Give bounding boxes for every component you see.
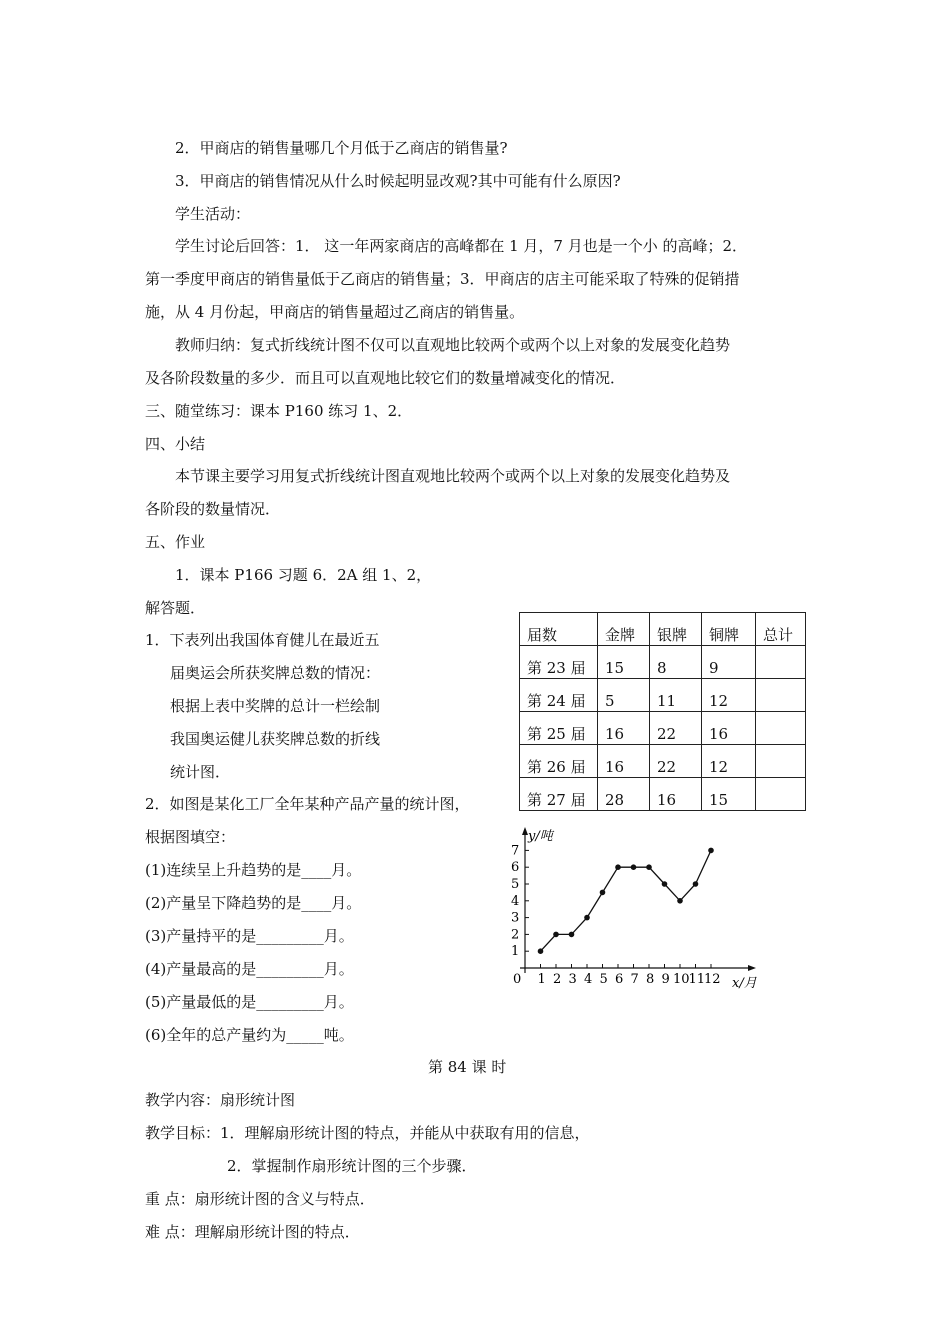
problem-1-line-c: 根据上表中奖牌的总计一栏绘制 [170,697,381,715]
section-homework: 五、作业 [145,533,206,551]
teaching-content: 教学内容：扇形统计图 [145,1091,296,1109]
solve-heading: 解答题． [145,599,206,617]
data-point [569,932,575,938]
fill-blank-6: (6)全年的总产量约为_____吨。 [145,1026,354,1044]
key-point: 重 点：扇形统计图的含义与特点． [145,1190,375,1208]
header-cell: 总计 [756,613,806,646]
table-cell: 16 [650,778,702,811]
y-tick-label: 2 [511,927,520,943]
table-row [520,778,806,811]
fill-blank-3: (3)产量持平的是_________月。 [145,927,354,945]
table-cell: 15 [598,646,650,679]
answer-line-2: 第一季度甲商店的销售量低于乙商店的销售量；3．甲商店的店主可能采取了特殊的促销措 [145,270,740,288]
problem-1-line-b: 届奥运会所获奖牌总数的情况： [170,664,381,682]
teacher-summary-1: 教师归纳：复式折线统计图不仅可以直观地比较两个或两个以上对象的发展变化趋势 [175,336,731,354]
table-cell [756,745,806,778]
answer-line-3: 施，从 4 月份起，甲商店的销售量超过乙商店的销售量。 [145,303,525,321]
table-row [520,712,806,745]
x-tick-label: 8 [646,972,655,987]
production-line-chart [490,825,770,1000]
x-tick-label: 11 [688,972,706,987]
table-row [520,679,806,712]
data-point [646,864,652,870]
fill-blank-1: (1)连续呈上升趋势的是____月。 [145,861,362,879]
conclusion-line-1: 本节课主要学习用复式折线统计图直观地比较两个或两个以上对象的发展变化趋势及 [175,467,731,485]
x-tick-label: 1 [537,972,546,987]
x-tick-label: 7 [630,972,639,987]
y-tick-label: 1 [511,944,520,960]
table-cell: 28 [598,778,650,811]
y-tick-label: 4 [511,893,520,909]
header-cell: 铜牌 [702,613,756,646]
medal-table [519,612,806,811]
table-row [520,745,806,778]
student-activity: 学生活动： [175,205,251,223]
table-cell: 第 26 届 [520,745,598,778]
origin-label: 0 [513,972,522,987]
data-point [538,948,544,954]
problem-1-line-a: 1．下表列出我国体育健儿在最近五 [145,631,380,649]
table-cell: 16 [598,745,650,778]
table-cell: 8 [650,646,702,679]
data-point [553,932,559,938]
data-point [662,881,668,887]
fill-blank-5: (5)产量最低的是_________月。 [145,993,354,1011]
y-tick-label: 3 [511,910,520,926]
x-tick-label: 3 [568,972,577,987]
conclusion-line-2: 各阶段的数量情况． [145,500,281,518]
table-cell: 22 [650,712,702,745]
table-cell: 12 [702,745,756,778]
x-tick-label: 2 [553,972,562,987]
table-cell: 5 [598,679,650,712]
header-cell: 银牌 [650,613,702,646]
y-tick-label: 6 [511,860,520,876]
x-axis-arrow [748,965,756,971]
y-axis-label: y/吨 [528,829,553,844]
teaching-goal-1: 教学目标：1．理解扇形统计图的特点，并能从中获取有用的信息， [145,1124,590,1142]
data-point [584,915,590,921]
question-3: 3．甲商店的销售情况从什么时候起明显改观?其中可能有什么原因? [175,172,621,190]
x-tick-label: 6 [615,972,624,987]
data-point [708,848,714,854]
teaching-goal-2: 2．掌握制作扇形统计图的三个步骤． [227,1157,477,1175]
table-cell: 9 [702,646,756,679]
difficult-point: 难 点：理解扇形统计图的特点． [145,1223,360,1241]
x-axis-label: x/月 [732,976,757,991]
fill-blank-4: (4)产量最高的是_________月。 [145,960,354,978]
y-tick-label: 5 [511,877,520,892]
question-2: 2．甲商店的销售量哪几个月低于乙商店的销售量? [175,139,508,157]
section-summary: 四、小结 [145,435,206,453]
answer-line-1: 学生讨论后回答：1． 这一年两家商店的高峰都在 1 月，7 月也是一个小 的高峰；2． [175,237,748,255]
table-cell: 第 24 届 [520,679,598,712]
production-series-line [541,850,712,951]
homework-1: 1．课本 P166 习题 6．2A 组 1、2， [175,566,432,584]
header-cell: 金牌 [598,613,650,646]
table-header-row [520,613,806,646]
table-cell: 15 [702,778,756,811]
section-practice: 三、随堂练习：课本 P160 练习 1、2． [145,402,413,420]
table-cell: 11 [650,679,702,712]
table-cell [756,778,806,811]
data-point [615,864,621,870]
fill-blank-2: (2)产量呈下降趋势的是____月。 [145,894,362,912]
data-point [677,898,683,904]
teacher-summary-2: 及各阶段数量的多少．而且可以直观地比较它们的数量增减变化的情况． [145,369,626,387]
table-cell: 12 [702,679,756,712]
x-tick-label: 5 [599,972,608,987]
x-tick-label: 9 [661,972,670,987]
table-cell: 第 23 届 [520,646,598,679]
y-tick-label: 7 [511,843,520,859]
table-cell [756,646,806,679]
data-point [693,881,699,887]
table-cell: 16 [702,712,756,745]
x-tick-label: 10 [673,972,690,987]
data-point [600,890,606,896]
table-cell: 第 25 届 [520,712,598,745]
problem-2-line-b: 根据图填空： [145,828,236,846]
problem-1-line-d: 我国奥运健儿获奖牌总数的折线 [170,730,381,748]
table-cell [756,679,806,712]
table-cell [756,712,806,745]
table-cell: 22 [650,745,702,778]
problem-2-line-a: 2．如图是某化工厂全年某种产品产量的统计图， [145,795,470,813]
table-cell: 第 27 届 [520,778,598,811]
problem-1-line-e: 统计图． [170,763,231,781]
header-cell: 届数 [520,613,598,646]
table-row [520,646,806,679]
data-point [631,864,637,870]
x-tick-label: 12 [704,972,721,987]
table-cell: 16 [598,712,650,745]
x-tick-label: 4 [584,972,593,987]
lesson-title: 第 84 课 时 [428,1058,507,1076]
